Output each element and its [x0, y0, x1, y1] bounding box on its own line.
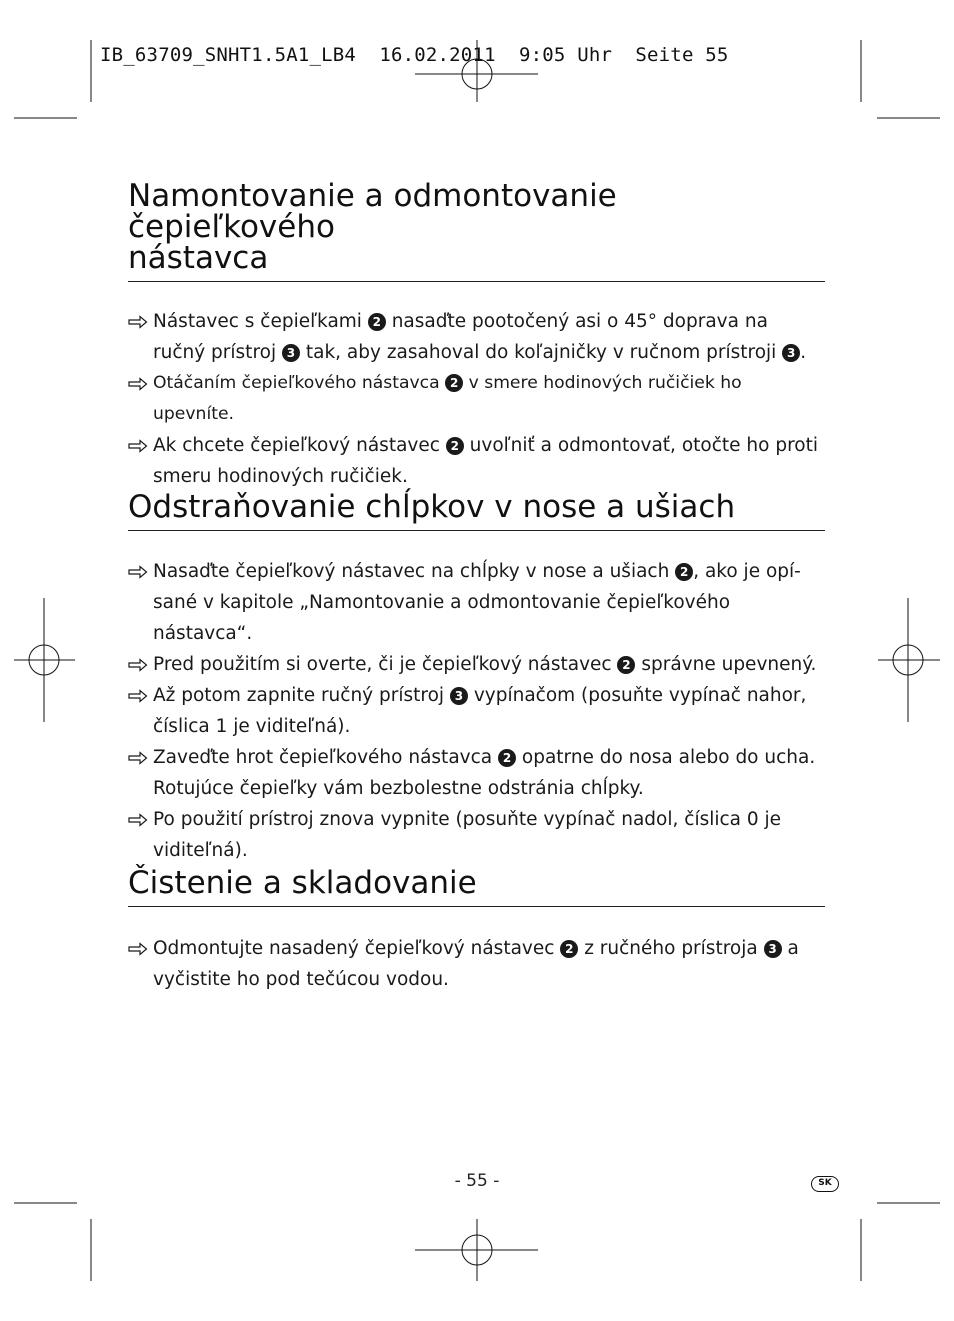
- instruction-item: Zaveďte hrot čepieľkového nástavca 2 opatrne do nosa alebo do ucha. Rotujúce čepieľky vám bezbolestne odstránia chĺpky.: [128, 742, 825, 804]
- section-heading: Namontovanie a odmontovanie čepieľkového nástavca: [128, 181, 825, 282]
- page-number: - 55 -: [454, 1171, 500, 1191]
- instruction-list: [128, 933, 825, 995]
- arrow-icon: [128, 813, 148, 827]
- arrow-icon: [128, 315, 148, 329]
- part-number-badge: 2: [445, 374, 463, 392]
- arrow-icon: [128, 658, 148, 672]
- part-number-badge: 2: [617, 656, 635, 674]
- instruction-item: Ak chcete čepieľkový nástavec 2 uvoľniť a odmontovať, otočte ho proti smeru hodinových ručičiek.: [128, 430, 825, 492]
- arrow-icon: [128, 751, 148, 765]
- instruction-item: Nasaďte čepieľkový nástavec na chĺpky v nose a ušiach 2 , ako je opí- sané v kapitole „Namontovanie a odmontovanie čepieľkového nástavca“.: [128, 556, 825, 649]
- language-badge: SK: [811, 1176, 839, 1192]
- instruction-item: Otáčaním čepieľkového nástavca 2 v smere hodinových ručičiek ho upevníte.: [128, 368, 825, 430]
- section-blade-attachment: [128, 178, 825, 492]
- section-nose-ear-hair: [128, 489, 825, 866]
- arrow-icon: [128, 439, 148, 453]
- part-number-badge: 3: [764, 940, 782, 958]
- section-heading: Čistenie a skladovanie: [128, 868, 825, 907]
- section-cleaning-storage: [128, 865, 825, 995]
- arrow-icon: [128, 942, 148, 956]
- arrow-icon: [128, 377, 148, 391]
- part-number-badge: 2: [675, 563, 693, 581]
- instruction-item: Nástavec s čepieľkami 2 nasaďte pootočený asi o 45° doprava na ručný prístroj 3 tak, aby zasahoval do koľajničky v ručnom prístroji 3 .: [128, 306, 825, 368]
- section-heading: Odstraňovanie chĺpkov v nose a ušiach: [128, 492, 825, 531]
- part-number-badge: 2: [560, 940, 578, 958]
- instruction-item: Po použití prístroj znova vypnite (posuňte vypínač nadol, číslica 0 je viditeľná).: [128, 804, 825, 866]
- part-number-badge: 3: [782, 344, 800, 362]
- arrow-icon: [128, 565, 148, 579]
- part-number-badge: 2: [498, 749, 516, 767]
- print-slug: IB_63709_SNHT1.5A1_LB4 16.02.2011 9:05 Uhr Seite 55: [100, 44, 729, 66]
- part-number-badge: 3: [450, 687, 468, 705]
- part-number-badge: 3: [282, 344, 300, 362]
- instruction-item: Pred použitím si overte, či je čepieľkový nástavec 2 správne upevnený.: [128, 649, 825, 680]
- part-number-badge: 2: [446, 437, 464, 455]
- instruction-item: Odmontujte nasadený čepieľkový nástavec 2 z ručného prístroja 3 a vyčistite ho pod tečúcou vodou.: [128, 933, 825, 995]
- instruction-list: [128, 306, 825, 492]
- instruction-item: Až potom zapnite ručný prístroj 3 vypínačom (posuňte vypínač nahor, číslica 1 je viditeľná).: [128, 680, 825, 742]
- part-number-badge: 2: [368, 313, 386, 331]
- arrow-icon: [128, 689, 148, 703]
- instruction-list: [128, 556, 825, 866]
